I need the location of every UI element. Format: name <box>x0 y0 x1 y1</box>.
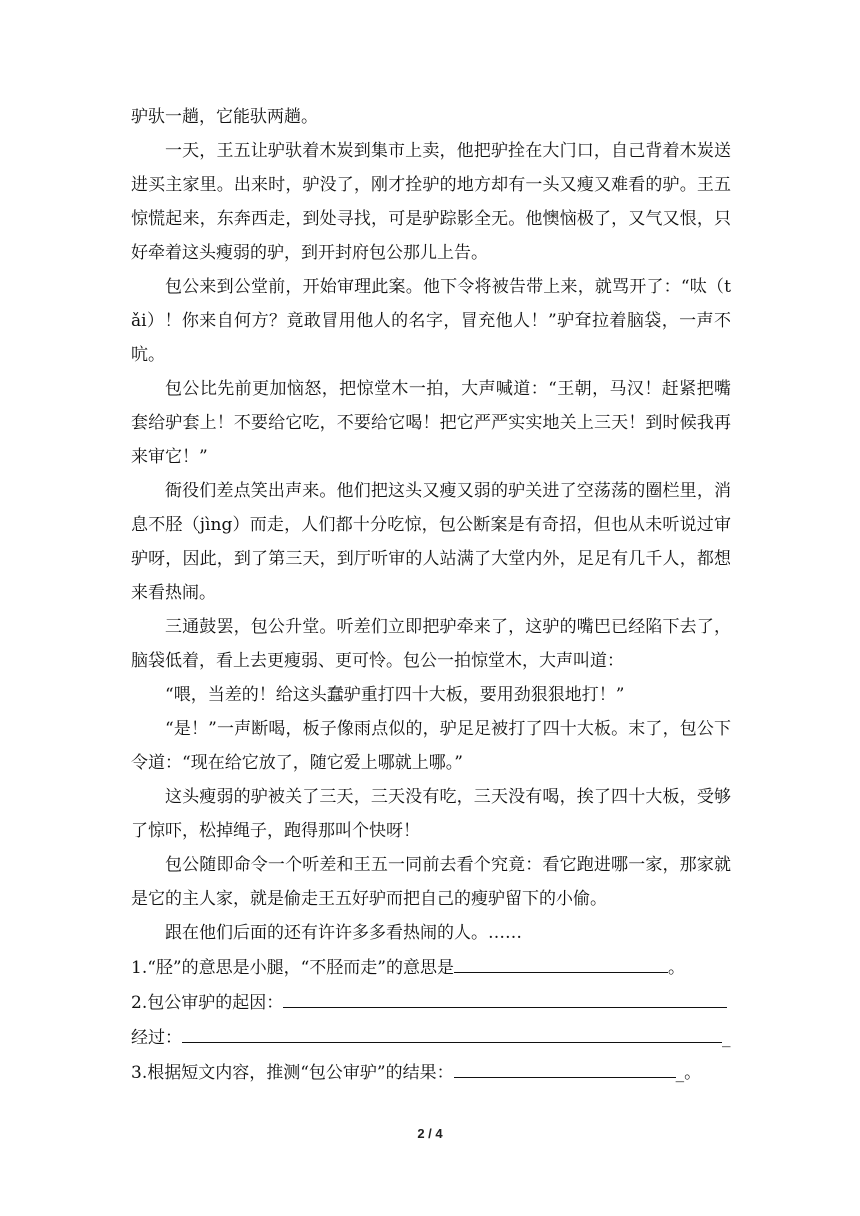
story-paragraph: 包公比先前更加恼怒，把惊堂木一拍，大声喊道：“王朝，马汉！赶紧把嘴套给驴套上！不要给它吃，不要给它喝！把它严严实实地关上三天！到时候我再来审它！” <box>131 379 731 467</box>
question-2-cause-blank[interactable] <box>283 985 727 1008</box>
question-2-process-blank[interactable] <box>182 1020 722 1043</box>
question-1-suffix: 。 <box>667 958 685 978</box>
question-1 <box>131 950 731 985</box>
question-2 <box>131 985 731 1020</box>
question-2-process <box>131 1020 731 1055</box>
story-paragraph: 一天，王五让驴驮着木炭到集市上卖，他把驴拴在大门口，自己背着木炭送进买主家里。出来时，驴没了，刚才拴驴的地方却有一头又瘦又难看的驴。王五惊慌起来，东奔西走，到处寻找，可是驴踪影全无。他懊恼极了，又气又恨，只好牵着这头瘦弱的驴，到开封府包公那儿上告。 <box>131 141 731 263</box>
question-1-text: 1.“胫”的意思是小腿，“不胫而走”的意思是 <box>131 958 454 978</box>
question-3-answer-blank[interactable] <box>454 1055 676 1078</box>
question-2-process-text: 经过： <box>131 1028 182 1048</box>
story-paragraph: 驴驮一趟，它能驮两趟。 <box>131 107 318 127</box>
story-paragraph: 这头瘦弱的驴被关了三天，三天没有吃，三天没有喝，挨了四十大板，受够了惊吓，松掉绳子，跑得那叫个快呀！ <box>131 787 731 841</box>
story-paragraph: 包公随即命令一个听差和王五一同前去看个究竟：看它跑进哪一家，那家就是它的主人家，就是偷走王五好驴而把自己的瘦驴留下的小偷。 <box>131 855 731 909</box>
story-paragraph: 衙役们差点笑出声来。他们把这头又瘦又弱的驴关进了空荡荡的圈栏里，消息不胫（jìng）而走，人们都十分吃惊，包公断案是有奇招，但也从未听说过审驴呀，因此，到了第三天，到厅听审的人站满了大堂内外，足足有几千人，都想来看热闹。 <box>131 481 731 603</box>
question-2-text: 2.包公审驴的起因： <box>131 993 284 1013</box>
story-paragraph: 三通鼓罢，包公升堂。听差们立即把驴牵来了，这驴的嘴巴已经陷下去了，脑袋低着，看上去更瘦弱、更可怜。包公一拍惊堂木，大声叫道： <box>131 617 731 671</box>
question-2-process-suffix: _ <box>722 1028 731 1048</box>
story-paragraph: “是！”一声断喝，板子像雨点似的，驴足足被打了四十大板。末了，包公下令道：“现在给它放了，随它爱上哪就上哪。” <box>131 719 731 773</box>
question-3-text: 3.根据短文内容，推测“包公审驴”的结果： <box>131 1063 454 1083</box>
page-number: 2 / 4 <box>417 1126 443 1141</box>
document-page <box>131 100 731 1090</box>
question-3 <box>131 1055 731 1090</box>
question-3-suffix: _。 <box>675 1063 702 1083</box>
question-1-answer-blank[interactable] <box>454 950 668 973</box>
story-paragraph: 跟在他们后面的还有许许多多看热闹的人。…… <box>165 923 522 943</box>
story-paragraph: “喂，当差的！给这头蠢驴重打四十大板，要用劲狠狠地打！” <box>165 685 625 705</box>
story-paragraph: 包公来到公堂前，开始审理此案。他下令将被告带上来，就骂开了：“呔（tǎi）！你来自何方？竟敢冒用他人的名字，冒充他人！”驴耷拉着脑袋，一声不吭。 <box>131 277 731 365</box>
